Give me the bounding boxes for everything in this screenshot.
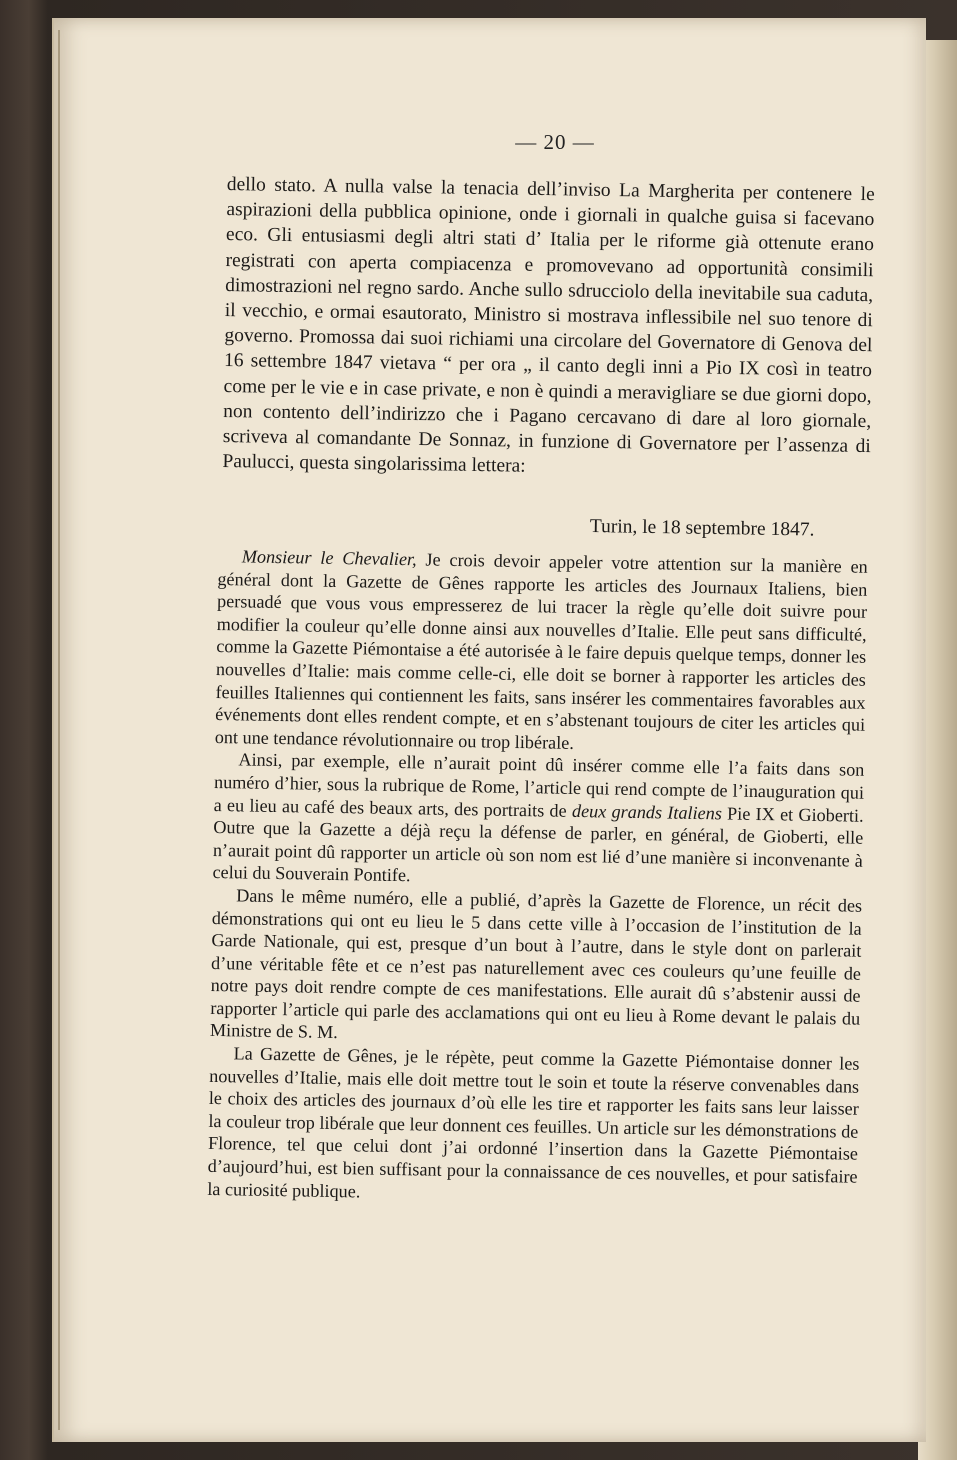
letter-p2-text-b: Pie IX et Gioberti. Outre que la Gazette a déjà reçu la défense de parler, en général, de Gioberti, elle n’aurait point dû rapporter un article où son nom est lié d’une manière si inconvenante à celui du Souverain Pontife. [212, 802, 864, 886]
letter-paragraph-4: La Gazette de Gênes, je le répète, peut comme la Gazette Piémontaise donner les nouvelles d’Italie, mais elle doit mettre tout le soin et toute la réserve convenables dans le choix des articles des journaux d’où elle les tire et rapporter les faits sans leur laisser la couleur trop libérale que leur donnent ces feuilles. Un article sur les démonstrations de Florence, tel que celui dont j’ai ordonné l’insertion dans la Gazette Piémontaise d’aujourd’hui, est bien suffisant pour la connaissance de ces nouvelles, et pour satisfaire la curiosité publique. [207, 1043, 860, 1202]
paragraph-1: dello stato. A nulla valse la tenacia dell’inviso La Margherita per contenere le aspirazioni della pubblica opinione, onde i giornali in qualche guisa si facevano eco. Gli entusiasmi degli altri stati d’ Italia per le riforme già ottenute erano registrati con aperta compiacenza e promovevano ad opportunità consimili dimostrazioni nel regno sardo. Anche sullo sdrucciolo della inevitabile sua caduta, il vecchio, e ormai esautorato, Ministro si mostrava inflessibile nel suo tenore di governo. Promossa dai suoi richiami una circolare del Governatore di Genova del 16 settembre 1847 vietava “ per ora „ il canto degli inni a Pio IX così in teatro come per le vie e in case private, e non è quindi a meravigliare se due giorni dopo, non contento dell’indirizzo che i Pagano cercavano di dare al loro giornale, scriveva al comandante De Sonnaz, in funzione di Governatore per l’assenza di Paulucci, questa singolarissima lettera: [222, 173, 875, 477]
letter-p2-italic: deux grands Italiens [571, 800, 723, 823]
main-paragraph [222, 172, 875, 485]
letter-paragraph-2 [212, 748, 864, 894]
letter-p1-text: Je crois devoir appeler votre attention sur la manière en général dont la Gazette de Gênes rapporte les articles des Journaux Italiens, bien persuadé que vous vous empresserez de lui tracer la règle qu’elle doit suivre pour modifier la couleur qu’elle donne ainsi aux nouvelles d’Italie. Elle peut sans difficulté, comme la Gazette Piémontaise a été autorisée à le faire depuis quelque temps, donner les nouvelles d’Italie: mais comme celle-ci, elle doit se borner à rapporter les articles des feuilles Italiennes qui contiennent les faits, sans insérer les commentaires favorables aux événements dont elles rendent compte, et en s’abstenant toujours de citer les articles qui ont une tendance révolutionnaire ou trop libérale. [214, 549, 868, 753]
page-number: — 20 — [515, 130, 595, 154]
letter-p2-text-a: Ainsi, par exemple, elle n’aurait point dû insérer comme elle l’a faits dans son numéro d’hier, sous la rubrique de Rome, l’article qui rend compte de l’inauguration qui a eu lieu au café des beaux arts, des portraits de [213, 749, 865, 821]
binding-fold [58, 30, 60, 1430]
letter-body [207, 545, 868, 1211]
letter-paragraph-1 [215, 545, 868, 759]
letter-salutation: Monsieur le Chevalier, [241, 546, 417, 570]
letter-paragraph-3: Dans le même numéro, elle a publié, d’après la Gazette de Florence, un récit des démonstrations qui ont eu lieu le 5 dans cette ville à l’occasion de l’institution de la Garde Nationale, qui est, presque d’un bout à l’autre, dans le style dont on parlerait d’une véritable fête et ce n’est pas naturellement avec ces couleurs qu’une feuille de notre pays doit rendre compte de ces manifestations. Elle aurait dû s’abstenir aussi de rapporter l’article qui parle des acclamations qui ont eu lieu à Rome devant le palais du Ministre de S. M. [209, 885, 863, 1043]
letter-date: Turin, le 18 septembre 1847. [589, 516, 815, 541]
